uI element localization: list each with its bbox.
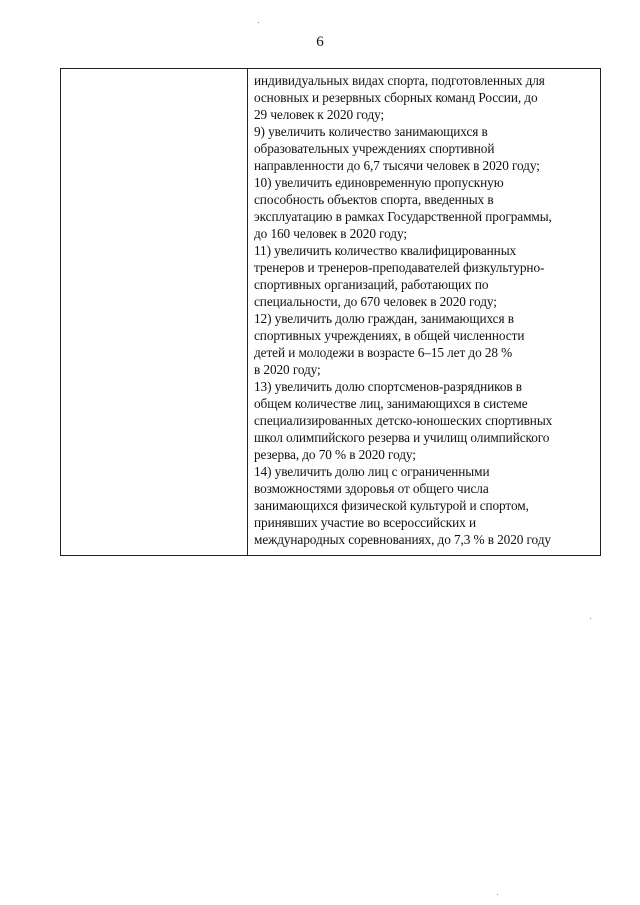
table-text-line: 11) увеличить количество квалифицированных	[254, 243, 517, 258]
table-text-line: резерва, до 70 % в 2020 году;	[254, 447, 416, 462]
table-text-line: основных и резервных сборных команд России, до	[254, 90, 538, 105]
table-text-line: 12) увеличить долю граждан, занимающихся в	[254, 311, 514, 326]
table-text-line: возможностями здоровья от общего числа	[254, 481, 489, 496]
table-left-cell	[61, 69, 248, 555]
table-text-line: эксплуатацию в рамках Государственной программы,	[254, 209, 552, 224]
table-text-line: принявших участие во всероссийских и	[254, 515, 476, 530]
table-text-line: школ олимпийского резерва и училищ олимпийского	[254, 430, 550, 445]
table-text-line: 13) увеличить долю спортсменов-разрядников в	[254, 379, 522, 394]
table-text-line: занимающихся физической культурой и спортом,	[254, 498, 529, 513]
table-text-line: специальности, до 670 человек в 2020 году;	[254, 294, 497, 309]
table-text-line: индивидуальных видах спорта, подготовленных для	[254, 73, 545, 88]
table-text-line: образовательных учреждениях спортивной	[254, 141, 495, 156]
table-text-line: 14) увеличить долю лиц с ограниченными	[254, 464, 490, 479]
document-table	[60, 68, 601, 556]
table-text-line: специализированных детско-юношеских спортивных	[254, 413, 553, 428]
table-text-line: способность объектов спорта, введенных в	[254, 192, 494, 207]
scan-speck	[258, 22, 259, 23]
table-text-line: 10) увеличить единовременную пропускную	[254, 175, 504, 190]
scan-speck	[497, 894, 498, 895]
table-text-line: 9) увеличить количество занимающихся в	[254, 124, 488, 139]
table-text-line: спортивных учреждениях, в общей численности	[254, 328, 525, 343]
table-text-line: до 160 человек в 2020 году;	[254, 226, 407, 241]
page-number: 6	[316, 34, 324, 50]
table-text-line: тренеров и тренеров-преподавателей физкультурно-	[254, 260, 545, 275]
table-text-line: общем количестве лиц, занимающихся в системе	[254, 396, 528, 411]
table-text-line: спортивных организаций, работающих по	[254, 277, 489, 292]
table-text-line: направленности до 6,7 тысячи человек в 2020 году;	[254, 158, 540, 173]
table-text-line: в 2020 году;	[254, 362, 321, 377]
table-text-line: 29 человек к 2020 году;	[254, 107, 385, 122]
table-text-line: детей и молодежи в возрасте 6–15 лет до 28 %	[254, 345, 513, 360]
table-text-line: международных соревнованиях, до 7,3 % в 2020 году	[254, 532, 551, 547]
scan-speck	[590, 618, 591, 619]
table-right-cell	[248, 69, 600, 555]
